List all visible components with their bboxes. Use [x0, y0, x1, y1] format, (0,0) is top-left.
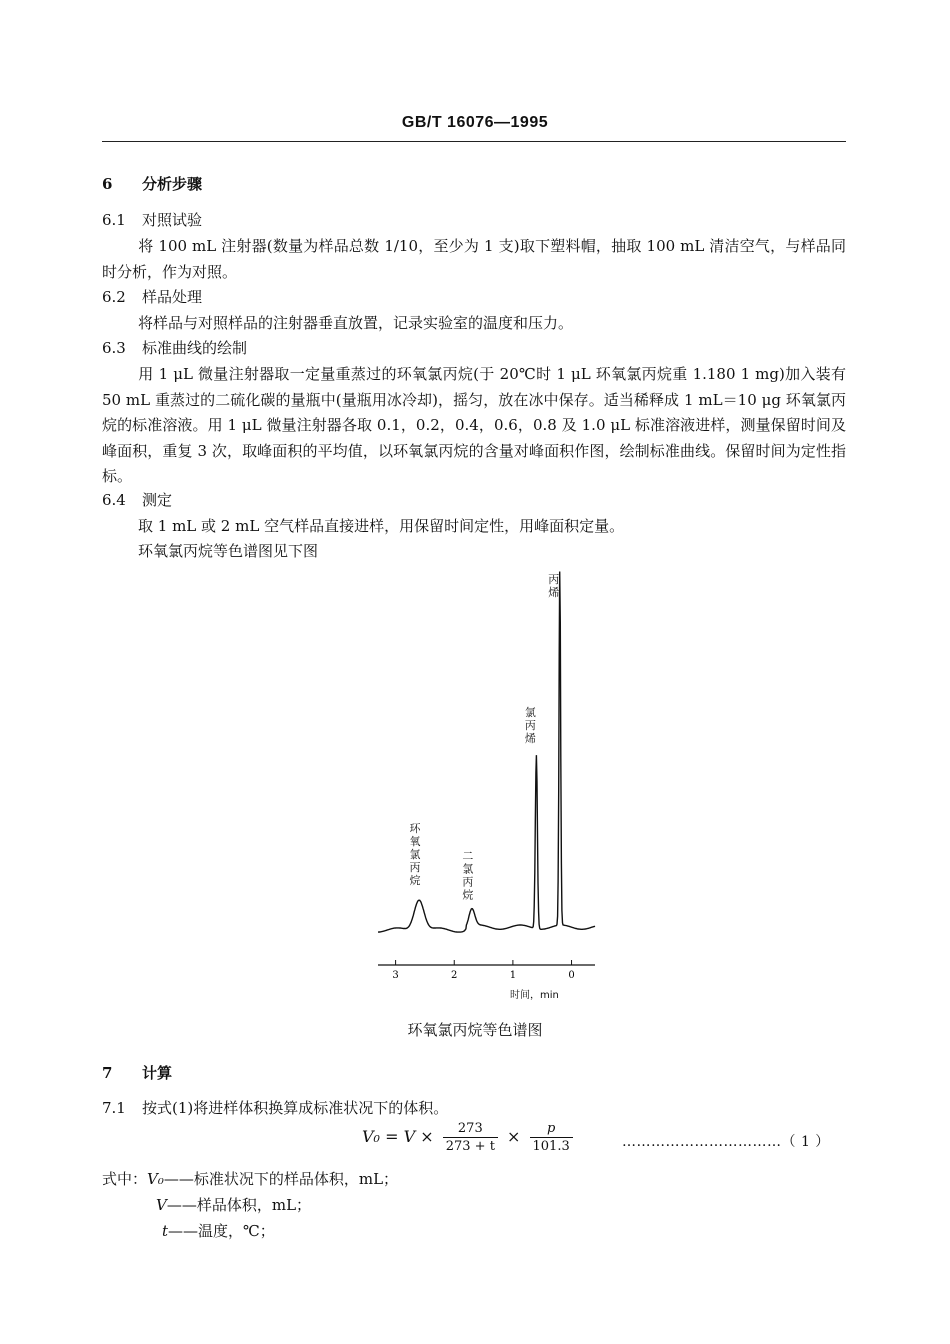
formula-times: × — [507, 1127, 521, 1146]
paragraph-6-1 — [102, 234, 846, 285]
formula-fraction-temp — [443, 1120, 498, 1155]
subsection-6-3-heading — [102, 337, 247, 358]
formula-lhs: V₀ — [362, 1127, 380, 1146]
definition-row — [162, 1220, 275, 1241]
paragraph-text: 将样品与对照样品的注射器垂直放置，记录实验室的温度和压力。 — [138, 314, 574, 332]
subsection-title: 对照试验 — [142, 211, 203, 229]
x-tick-label: 2 — [451, 970, 458, 981]
header-rule — [102, 141, 846, 142]
subsection-text: 按式(1)将进样体积换算成标准状况下的体积。 — [142, 1099, 449, 1117]
x-tick-label: 1 — [509, 970, 517, 981]
definition-text: ——温度，℃； — [168, 1222, 275, 1240]
subsection-7-1 — [102, 1097, 448, 1118]
subsection-number: 6.3 — [102, 339, 126, 357]
figure-caption: 环氧氯丙烷等色谱图 — [407, 1021, 543, 1039]
section-title: 计算 — [142, 1064, 173, 1082]
subsection-title: 标准曲线的绘制 — [142, 339, 248, 357]
section-7-heading — [102, 1062, 172, 1083]
peak-label: 氯丙烯 — [524, 706, 536, 746]
formula-times: × — [420, 1127, 434, 1146]
fraction-numerator: 273 — [443, 1120, 498, 1138]
paragraph-text: 将 100 mL 注射器(数量为样品总数 1/10，至少为 1 支)取下塑料帽，抽取 100 mL 清洁空气，与样品同时分析，作为对照。 — [102, 237, 846, 281]
section-number: 6 — [102, 175, 113, 193]
definition-row — [156, 1194, 311, 1215]
definition-symbol: V — [156, 1196, 167, 1214]
x-tick-label: 3 — [392, 970, 399, 981]
subsection-number: 6.1 — [102, 211, 126, 229]
paragraph-text: 用 1 μL 微量注射器取一定量重蒸过的环氧氯丙烷(于 20℃时 1 μL 环氧氯丙烷重 1.180 1 mg)加入装有 50 mL 重蒸过的二硫化碳的量瓶中(量瓶用冰冷却)，摇匀，放在冰中保存。适当稀释成 1 mL＝10 μg 环氧氯丙烷的标准溶液。用 1 μL 微量注射器各取 0.1，0.2，0.4，0.6，0.8 及 1.0 μL 标准溶液进样，测量保留时间及峰面积，重复 3 次，取峰面积的平均值，以环氧氯丙烷的含量对峰面积作图，绘制标准曲线。保留时间为定性指标。 — [102, 365, 846, 485]
x-tick-label: 0 — [568, 970, 575, 981]
section-title: 分析步骤 — [142, 175, 203, 193]
x-axis-label: 时间，min — [510, 990, 559, 1001]
subsection-number: 6.2 — [102, 288, 126, 306]
subsection-6-1-heading — [102, 209, 202, 230]
equation-number: ……………………………（ 1 ） — [622, 1134, 830, 1150]
subsection-6-4-heading — [102, 489, 172, 510]
formula-1 — [362, 1120, 577, 1160]
paragraph-text: 环氧氯丙烷等色谱图见下图 — [138, 542, 319, 560]
formula-fraction-pressure — [530, 1120, 573, 1155]
fraction-denominator: 273 + t — [445, 1139, 495, 1154]
fraction-denominator: 101.3 — [532, 1139, 570, 1154]
definition-lead: 式中： — [102, 1170, 148, 1188]
definition-symbol: V₀ — [147, 1170, 164, 1188]
subsection-number: 7.1 — [102, 1099, 126, 1117]
section-6-heading — [102, 173, 202, 194]
subsection-6-2-heading — [102, 286, 202, 307]
paragraph-6-2 — [102, 311, 846, 337]
definition-text: ——样品体积，mL； — [166, 1196, 312, 1214]
subsection-title: 测定 — [142, 491, 173, 509]
header-title: GB/T 16076—1995 — [401, 114, 549, 131]
chromatogram-chart — [370, 560, 600, 1010]
paragraph-text: 取 1 mL 或 2 mL 空气样品直接进样，用保留时间定性，用峰面积定量。 — [138, 517, 625, 535]
formula-equals: = — [385, 1127, 399, 1146]
definition-text: ——标准状况下的样品体积，mL； — [163, 1170, 399, 1188]
subsection-number: 6.4 — [102, 491, 126, 509]
paragraph-6-4 — [102, 514, 846, 540]
formula-volume: V — [403, 1127, 416, 1146]
definition-symbol: t — [162, 1222, 169, 1240]
peak-label: 丙烯 — [548, 573, 560, 599]
subsection-title: 样品处理 — [142, 288, 203, 306]
peak-label: 二氯丙烷 — [462, 849, 474, 902]
definition-row — [102, 1168, 398, 1189]
fraction-numerator: p — [530, 1120, 573, 1138]
section-number: 7 — [102, 1064, 113, 1082]
peak-label: 环氧氯丙烷 — [409, 822, 421, 888]
paragraph-6-3 — [102, 362, 846, 490]
